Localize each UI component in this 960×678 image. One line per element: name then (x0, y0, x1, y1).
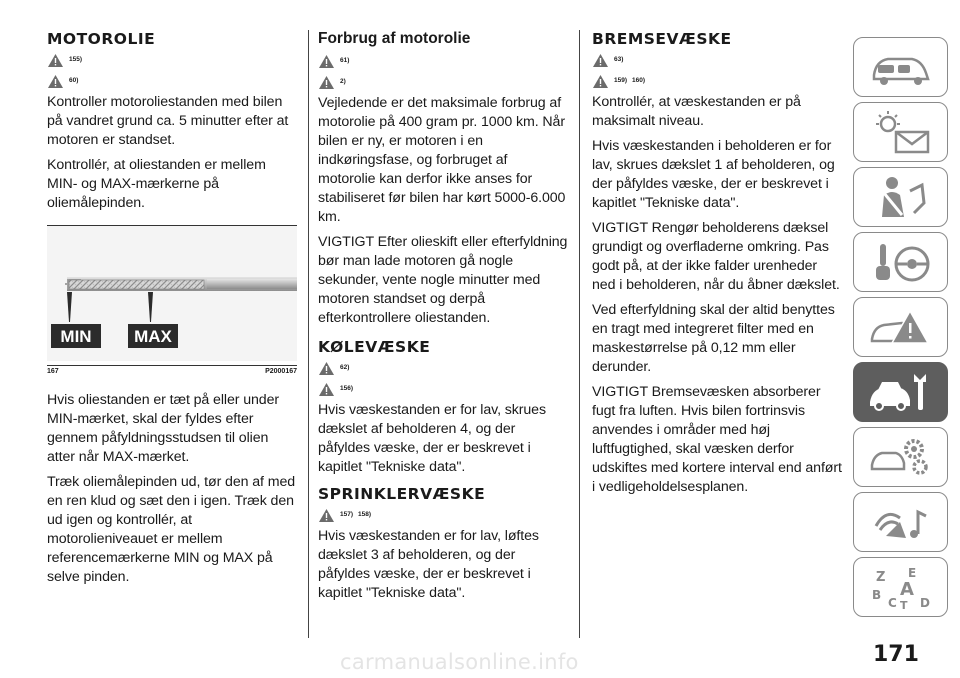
warning-ref: 62) (340, 364, 350, 371)
technical-data-icon (866, 433, 936, 481)
svg-text:Z: Z (875, 570, 885, 585)
svg-text:D: D (919, 596, 930, 610)
warning-ref-row (47, 72, 297, 93)
warning-ref: 155) (69, 56, 83, 63)
warning-triangle-icon (318, 54, 335, 69)
svg-text:T: T (899, 599, 908, 611)
paragraph: Kontrollér, at væskestanden er på maksimalt niveau. (592, 94, 801, 129)
dipstick-illustration (47, 226, 297, 361)
paragraph: Hvis oliestanden er tæt på eller under MIN-mærket, skal der fyldes efter gennem påfyldningsstudsen til olien atter når MAX-mærket. (47, 392, 279, 465)
seatbelt-airbag-icon (866, 173, 936, 221)
chapter-tab-multimedia[interactable] (853, 492, 948, 552)
figure-caption (47, 365, 297, 375)
section-heading-sprinklervaeske: SPRINKLERVÆSKE (318, 485, 486, 503)
figure-code: P2000167 (265, 368, 297, 375)
column-forbrug (318, 30, 568, 609)
warning-ref: 2) (340, 78, 346, 85)
warning-ref: 160) (632, 77, 646, 84)
chapter-tab-index[interactable] (853, 557, 948, 617)
svg-text:B: B (871, 588, 881, 602)
paragraph: Træk oliemålepinden ud, tør den af med en ren klud og sæt den i igen. Træk den ud igen og kontrollér, at motorolieniveauet er mellem referencemærkerne MIN og MAX på selve pinden. (47, 474, 296, 585)
svg-text:A: A (899, 579, 914, 600)
watermark: carmanualsonline.info (340, 650, 579, 674)
svg-text:C: C (887, 596, 897, 610)
warning-ref-row (318, 73, 568, 94)
warning-ref: 61) (340, 57, 350, 64)
car-wrench-icon (866, 368, 936, 416)
key-steering-wheel-icon (866, 238, 936, 286)
paragraph: Hvis væskestanden er for lav, løftes dækslet 3 af beholderen, og der påfyldes væske, der er beskrevet i kapitlet "Tekniske data". (318, 528, 539, 601)
warning-triangle-icon (318, 382, 335, 397)
chapter-tab-emergency[interactable] (853, 297, 948, 357)
warning-ref: 156) (340, 385, 354, 392)
dipstick-figure (47, 226, 297, 361)
warning-triangle-icon (318, 361, 335, 376)
column-bremsevaeske (592, 30, 842, 503)
warning-ref: 60) (69, 77, 79, 84)
paragraph: Vejledende er det maksimale forbrug af motorolie på 400 gram pr. 1000 km. Når bilen er ny, er motoren i en indkøringsfase, og forbruget af motorolie kan derfor ikke anses for stabiliseret før bilen har kørt 5000-6.000 km. (318, 95, 566, 225)
chapter-tab-technical-data[interactable] (853, 427, 948, 487)
warning-triangle-icon (592, 53, 609, 68)
figure-number: 167 (47, 368, 59, 375)
min-label: MIN (60, 327, 92, 346)
column-motorolie (47, 30, 297, 593)
alphabetical-index-icon (866, 563, 936, 611)
paragraph: VIGTIGT Efter olieskift eller efterfyldning bør man lade motoren gå nogle sekunder, vente nogle minutter med motoren standset og derpå efterkontrollere oliestanden. (318, 234, 568, 326)
max-label: MAX (134, 327, 172, 346)
paragraph: VIGTIGT Bremsevæsken absorberer fugt fra luften. Hvis bilen fortrinsvis anvendes i områder med høj luftfugtighed, skal væsken derfor udskiftes med kortere interval end anført i vedligeholdelsesplanen. (592, 384, 842, 495)
multimedia-icon (866, 498, 936, 546)
section-heading-koelevaeske: KØLEVÆSKE (318, 338, 431, 356)
column-divider (579, 30, 580, 638)
paragraph: Hvis væskestanden i beholderen er for lav, skrues dækslet 1 af beholderen, og der påfyldes væske, der er beskrevet i kapitlet "Tekniske data". (592, 138, 835, 211)
warning-ref: 159) (614, 77, 628, 84)
emergency-icon (866, 303, 936, 351)
warning-ref-row (318, 52, 568, 73)
subsection-heading-forbrug: Forbrug af motorolie (318, 30, 471, 47)
column-divider (308, 30, 309, 638)
warning-triangle-icon (47, 53, 64, 68)
chapter-tab-safety[interactable] (853, 167, 948, 227)
svg-text:E: E (907, 566, 916, 580)
section-heading-bremsevaeske: BREMSEVÆSKE (592, 30, 732, 48)
warning-ref-row (318, 359, 568, 380)
warning-triangle-icon (47, 74, 64, 89)
warning-ref: 157) (340, 511, 354, 518)
paragraph: Kontroller motoroliestanden med bilen på vandret grund ca. 5 minutter efter at motoren er standset. (47, 94, 289, 148)
warning-ref-row (47, 51, 297, 72)
warning-ref: 158) (358, 511, 372, 518)
warning-ref-row (318, 380, 568, 401)
paragraph: Ved efterfyldning skal der altid benyttes en tragt med integreret filter med en maskestørrelse på 0,12 mm eller derunder. (592, 302, 835, 375)
paragraph: Kontrollér, at oliestanden er mellem MIN- og MAX-mærkerne på oliemålepinden. (47, 157, 266, 211)
warning-ref-row (592, 72, 842, 93)
warning-triangle-icon (318, 508, 335, 523)
car-dashboard-icon (866, 45, 936, 89)
chapter-tab-starting-driving[interactable] (853, 232, 948, 292)
paragraph: Hvis væskestanden er for lav, skrues dækslet af beholderen 4, og der påfyldes væske, der er beskrevet i kapitlet "Tekniske data". (318, 402, 546, 475)
page-number: 171 (873, 642, 919, 667)
chapter-tabs-sidebar (853, 37, 948, 622)
chapter-tab-service-maintenance[interactable] (853, 362, 948, 422)
warning-ref-row (318, 506, 568, 527)
warning-ref: 63) (614, 56, 624, 63)
warning-lights-icon (866, 108, 936, 156)
chapter-tab-dashboard[interactable] (853, 37, 948, 97)
chapter-tab-warning-lights[interactable] (853, 102, 948, 162)
warning-triangle-icon (592, 74, 609, 89)
section-heading-motorolie: MOTOROLIE (47, 30, 156, 48)
warning-triangle-icon (318, 75, 335, 90)
warning-ref-row (592, 51, 842, 72)
paragraph: VIGTIGT Rengør beholderens dæksel grundigt og overfladerne omkring. Pas godt på, at der ikke falder urenheder ned i beholderen, når du åbner dækslet. (592, 220, 840, 293)
